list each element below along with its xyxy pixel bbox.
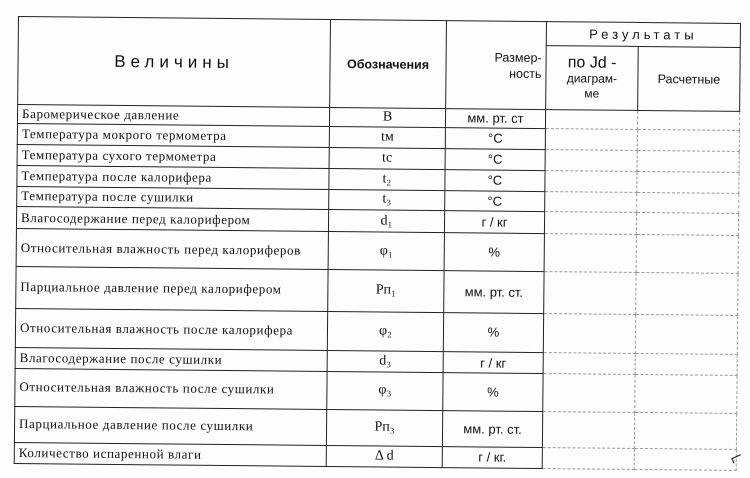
symbol-cell: φ₁	[328, 232, 444, 271]
header-dimension: Размер- ность	[446, 21, 547, 110]
scan-mark-icon: ⌐	[724, 442, 747, 471]
calculated-value-cell	[634, 448, 736, 470]
calculated-value-cell	[637, 150, 739, 172]
calculated-value-cell	[637, 192, 739, 214]
jd-value-cell	[542, 448, 634, 470]
quantity-cell: Влагосодержание после сушилки	[15, 348, 327, 372]
jd-value-cell	[544, 234, 636, 272]
symbol-cell: φ₃	[327, 372, 443, 411]
jd-value-cell	[545, 110, 637, 130]
results-table	[14, 16, 741, 471]
unit-cell: г / кг	[443, 352, 543, 374]
quantity-cell: Температура мокрого термометра	[17, 123, 329, 147]
symbol-cell: t₃	[329, 189, 445, 211]
symbol-cell: tс	[329, 147, 445, 169]
jd-value-cell	[542, 411, 634, 448]
calculated-value-cell	[634, 412, 736, 449]
quantity-cell: Температура после сушилки	[17, 186, 329, 210]
unit-cell: мм. рт. ст	[445, 109, 545, 129]
jd-value-cell	[543, 353, 635, 375]
jd-value-cell	[544, 271, 636, 314]
symbol-cell: φ₂	[327, 311, 443, 352]
unit-cell: %	[443, 312, 543, 353]
header-results: Результаты	[546, 22, 740, 48]
calculated-value-cell	[637, 171, 739, 193]
jd-value-cell	[543, 374, 635, 412]
quantity-cell: Влагосодержание перед калорифером	[16, 207, 328, 232]
symbol-cell: tм	[329, 126, 445, 148]
symbol-cell: B	[329, 108, 445, 128]
jd-value-cell	[543, 313, 635, 354]
header-jd-diagram: по Jd - диаграм- ме	[546, 46, 639, 111]
jd-value-cell	[545, 128, 637, 150]
unit-cell: %	[444, 233, 544, 271]
unit-cell: мм. рт. ст.	[444, 270, 544, 313]
calculated-value-cell	[635, 354, 737, 376]
unit-cell: °C	[445, 190, 545, 212]
jd-value-cell	[545, 191, 637, 213]
calculated-value-cell	[635, 375, 737, 413]
calculated-value-cell	[637, 111, 739, 131]
quantity-cell: Относительная влажность после сушилки	[15, 369, 327, 409]
symbol-cell: d₁	[328, 210, 444, 233]
unit-cell: мм. рт. ст.	[442, 410, 542, 447]
jd-value-cell	[544, 212, 636, 235]
calculated-value-cell	[637, 129, 739, 151]
unit-cell: г / кг.	[442, 447, 542, 469]
symbol-cell: Pп₁	[328, 269, 444, 312]
unit-cell: °C	[445, 169, 545, 191]
quantity-cell: Парциальное давление перед калорифером	[16, 266, 328, 311]
quantity-cell: Парциальное давление после сушилки	[14, 406, 326, 445]
unit-cell: °C	[445, 127, 545, 149]
table-row	[16, 266, 738, 315]
header-symbols: Обозначения	[330, 19, 447, 108]
calculated-value-cell	[636, 272, 738, 315]
symbol-cell: d₃	[327, 351, 443, 373]
unit-cell: г / кг	[444, 211, 544, 234]
symbol-cell: Pп₃	[326, 409, 442, 446]
header-quantities: Величины	[18, 17, 331, 108]
symbol-cell: Δ d	[326, 445, 442, 467]
quantity-cell: Температура после калорифера	[17, 165, 329, 189]
quantity-cell: Относительная влажность перед калориферов	[16, 229, 328, 269]
jd-value-cell	[545, 170, 637, 192]
table-row	[15, 308, 737, 355]
quantity-cell: Температура сухого термометра	[17, 144, 329, 168]
table-body	[14, 105, 739, 471]
unit-cell: %	[443, 373, 543, 411]
jd-value-cell	[545, 149, 637, 171]
unit-cell: °C	[445, 148, 545, 170]
quantity-cell: Относительная влажность после калорифера	[15, 308, 327, 351]
quantity-cell: Баромерическое давление	[17, 105, 329, 127]
calculated-value-cell	[636, 213, 738, 236]
quantity-cell: Количество испаренной влаги	[14, 442, 326, 466]
symbol-cell: t₂	[329, 168, 445, 190]
calculated-value-cell	[636, 235, 738, 273]
calculated-value-cell	[635, 314, 737, 355]
header-calculated: Расчетные	[638, 47, 741, 112]
